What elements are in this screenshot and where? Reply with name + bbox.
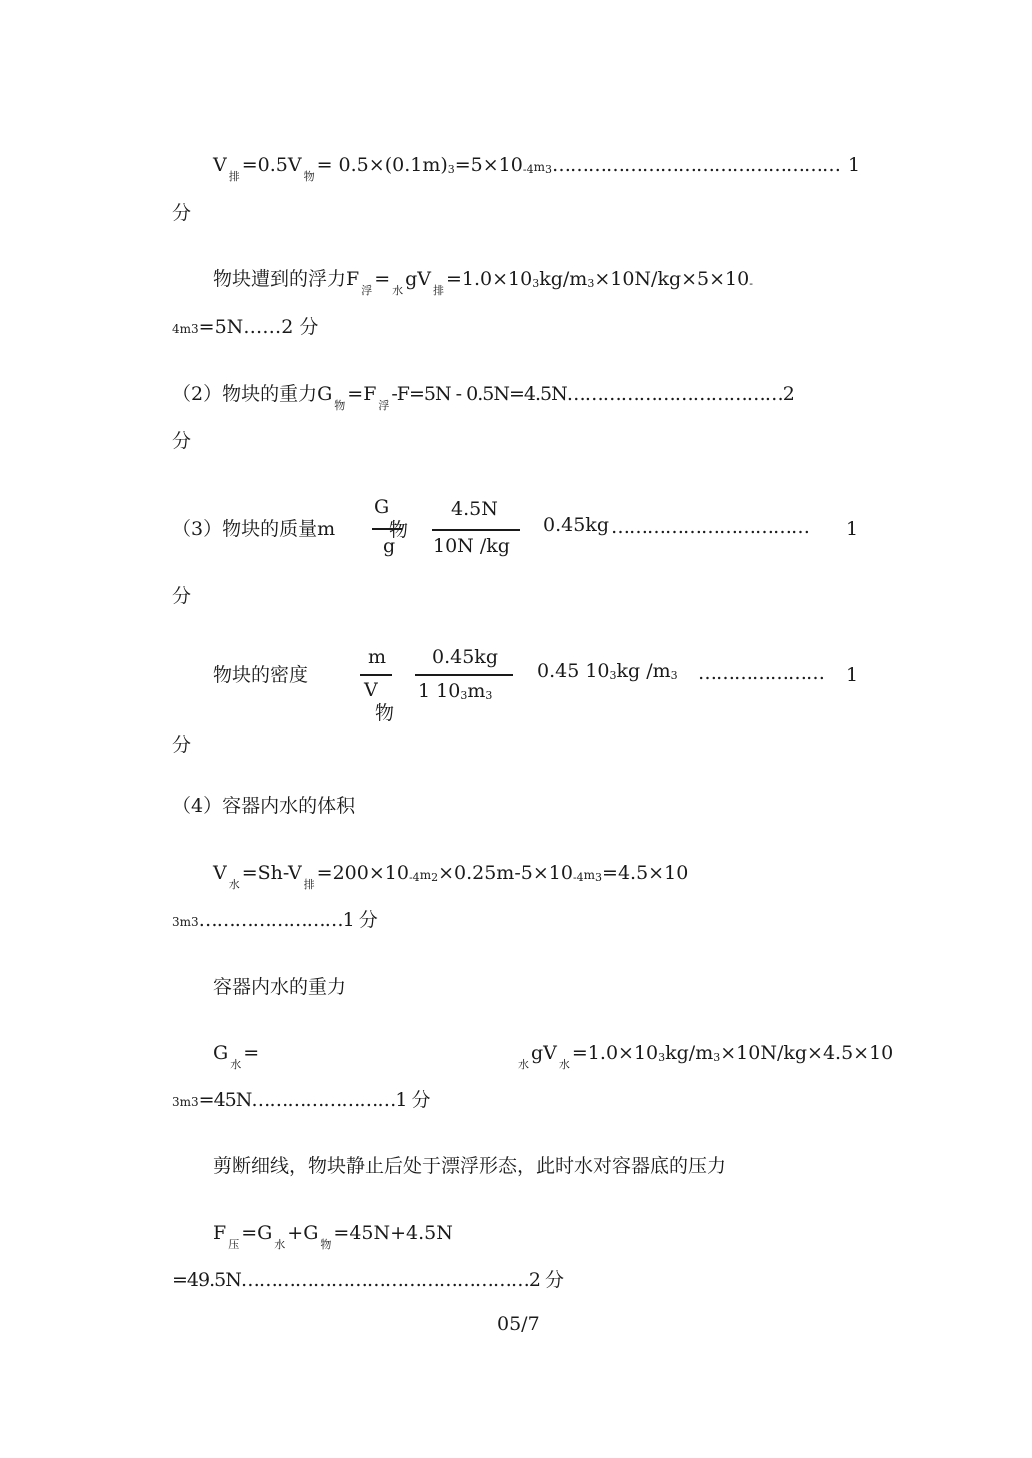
frac4-numerator: 0.45kg (432, 646, 498, 668)
frac2-bar (432, 529, 520, 531)
water-weight-label: $G_水=$ (213, 1042, 260, 1071)
mass-dots: …………………………… (611, 516, 809, 538)
frac3-bar (360, 674, 392, 676)
frac2-numerator: 4.5N (451, 498, 498, 520)
density-dots: ………………… (698, 662, 824, 684)
buoyancy-line-cont: 4m3=5N……2 分 (172, 316, 319, 338)
score-unit: 分 (172, 585, 192, 607)
score-unit: 分 (172, 734, 192, 756)
water-volume-line: $V_水=Sh-V_排=200\times 10-4m2\times 0.25m-5\times 10-4m3=4.5\times 10$ (213, 862, 689, 891)
water-weight-heading: 容器内水的重力 (213, 976, 347, 998)
water-weight-line-cont: 3m3=45N……………………1 分 (172, 1089, 430, 1111)
frac2-denominator: 10N /kg (433, 535, 510, 557)
score-1a: 1 (848, 154, 861, 176)
page-number: 05/7 (497, 1313, 540, 1335)
water-volume-heading: （4）容器内水的体积 (172, 795, 356, 817)
water-volume-line-cont: 3m3……………………1 分 (172, 909, 377, 931)
buoyancy-line: 物块遭到的浮力$F_浮=_水gV_排=1.0\times 103kg/m3\times 10N/kg\times 5\times 10-$ (213, 268, 753, 297)
score-1c: 1 (846, 664, 859, 686)
frac4-denominator: 1 103m3 (418, 680, 493, 702)
frac3-denominator-sub: 物 (375, 702, 395, 724)
frac4-bar (415, 674, 513, 676)
density-label: 物块的密度 (213, 664, 309, 686)
water-weight-formula: $_水gV_水=1.0\times 103kg/m3\times 10N/kg\times 4.5\times 10$ (518, 1042, 894, 1071)
frac1-denominator: g (383, 535, 396, 557)
mass-label: （3）物块的质量m (172, 518, 336, 540)
pressure-force-line-cont: =49.5N…………………………………………2 分 (172, 1269, 563, 1291)
score-unit: 分 (172, 202, 192, 224)
mass-result: 0.45kg (543, 514, 609, 536)
pressure-force-line: $F_压=G_水+G_物=45N+4.5N$ (213, 1222, 453, 1251)
cut-string-sentence: 剪断细线，物块静止后处于漂浮形态，此时水对容器底的压力 (213, 1155, 727, 1177)
v-displaced-line: $V_排=0.5V_物=$ 0.5×(0.1m)3=5×10-4m3………………………………………… (213, 154, 840, 183)
frac1-numerator: G (374, 496, 390, 518)
weight-line: （2）物块的重力$G_物=F_浮-F=5N$ - 0.5N=4.5N………………………………2 (172, 383, 794, 412)
frac1-numerator-sub: 物 (389, 519, 409, 541)
density-result: 0.45 103kg /m3 (537, 660, 678, 682)
score-1b: 1 (846, 518, 859, 540)
frac3-numerator: m (368, 646, 387, 668)
frac3-denominator: V (364, 679, 378, 701)
score-unit: 分 (172, 430, 192, 452)
